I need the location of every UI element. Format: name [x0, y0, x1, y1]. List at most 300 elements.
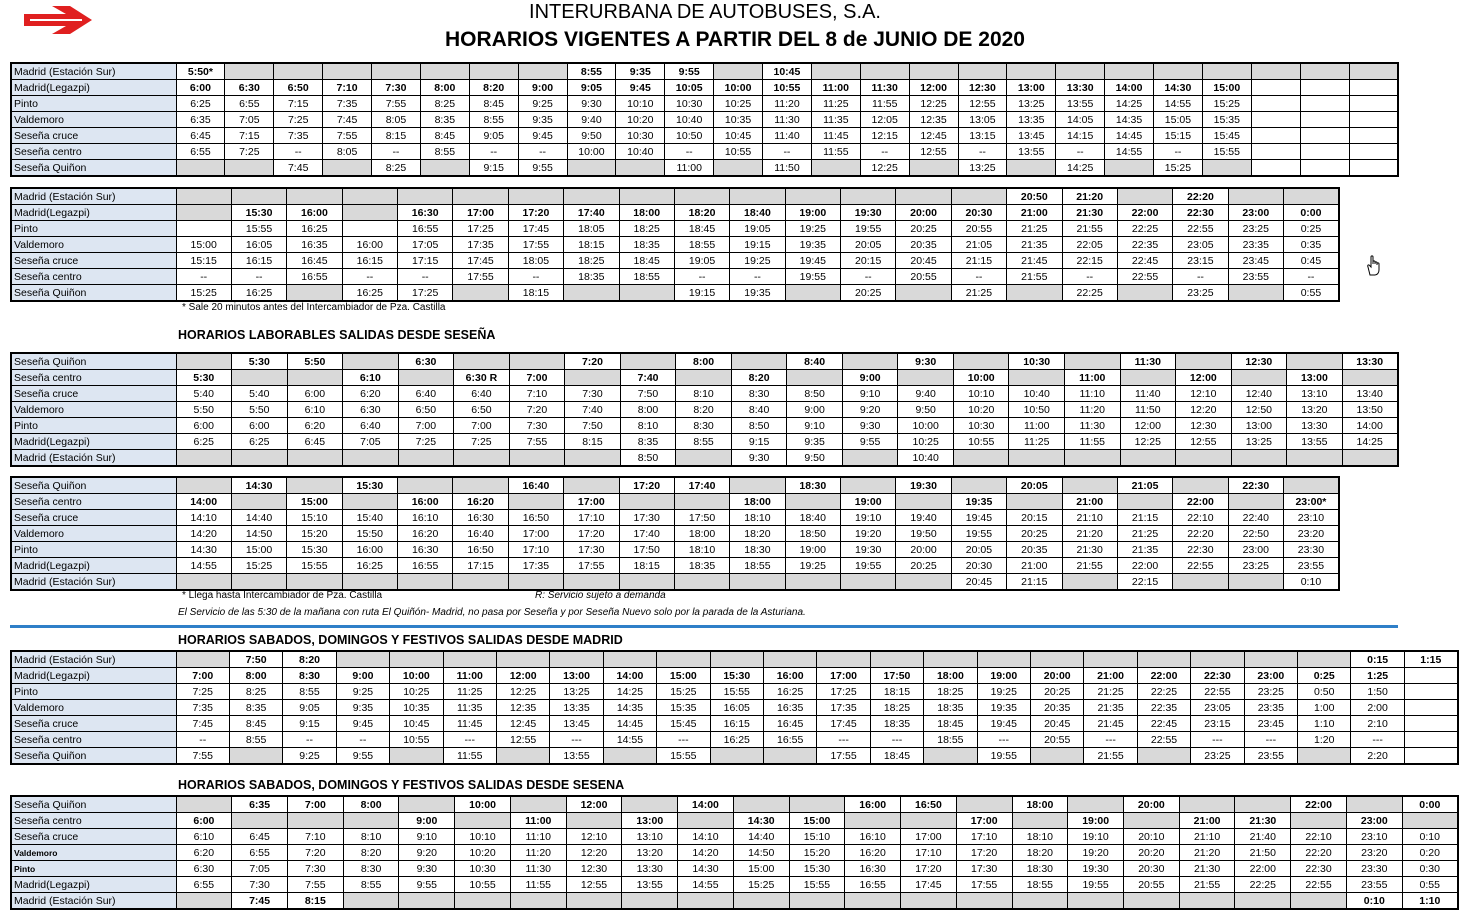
time-cell: 8:35 — [620, 434, 676, 450]
time-cell: 19:25 — [977, 684, 1030, 700]
empty-cell — [1012, 893, 1068, 910]
table-row — [11, 668, 1458, 684]
time-cell: 10:55 — [953, 434, 1009, 450]
stop-label: Seseña Quiñon — [11, 796, 176, 813]
stop-label: Seseña cruce — [11, 386, 176, 402]
time-cell: 8:30 — [676, 418, 732, 434]
empty-cell — [1349, 96, 1398, 112]
time-cell: 10:30 — [1009, 353, 1065, 370]
time-cell: 14:00 — [176, 494, 231, 510]
time-cell: 14:05 — [1056, 112, 1105, 128]
time-cell: 8:00 — [620, 402, 676, 418]
time-cell: 22:30 — [1291, 861, 1347, 877]
empty-cell — [323, 63, 372, 80]
empty-cell — [443, 651, 496, 668]
time-cell: 14:30 — [176, 542, 231, 558]
time-cell: 11:55 — [443, 748, 496, 765]
time-cell: 17:05 — [398, 237, 453, 253]
time-cell: 13:10 — [622, 829, 678, 845]
empty-cell — [1235, 893, 1291, 910]
time-cell: 12:20 — [566, 845, 622, 861]
time-cell: 17:50 — [619, 542, 674, 558]
time-cell: 22:55 — [1137, 732, 1190, 748]
time-cell: 15:30 — [710, 668, 763, 684]
time-cell: 7:55 — [372, 96, 421, 112]
time-cell: 16:25 — [710, 732, 763, 748]
time-cell: 7:00 — [176, 668, 229, 684]
time-cell: 18:45 — [870, 748, 923, 765]
time-cell: 16:45 — [763, 716, 816, 732]
empty-cell — [811, 63, 860, 80]
time-cell: 20:50 — [1007, 188, 1062, 205]
time-cell: 20:45 — [951, 574, 1006, 591]
empty-cell — [674, 574, 729, 591]
time-cell: 17:55 — [453, 269, 508, 285]
time-cell: 18:55 — [1012, 877, 1068, 893]
empty-cell — [860, 63, 909, 80]
time-cell: 8:30 — [283, 668, 336, 684]
empty-cell — [785, 494, 840, 510]
time-cell: 8:00 — [676, 353, 732, 370]
time-cell: 2:00 — [1351, 700, 1404, 716]
stop-label: Pinto — [11, 684, 176, 700]
time-cell: 15:25 — [733, 877, 789, 893]
time-cell: 16:35 — [763, 700, 816, 716]
empty-cell — [1404, 668, 1457, 684]
time-cell: 18:00 — [619, 205, 674, 221]
time-cell: 7:50 — [229, 651, 282, 668]
time-cell: 8:45 — [229, 716, 282, 732]
empty-cell — [343, 893, 399, 910]
stop-label: Seseña centro — [11, 732, 176, 748]
time-cell: 18:55 — [924, 732, 977, 748]
time-cell: 12:20 — [1176, 402, 1232, 418]
empty-cell — [733, 893, 789, 910]
time-cell: 15:50 — [342, 526, 397, 542]
time-cell: 6:35 — [232, 796, 288, 813]
time-cell: --- — [550, 732, 603, 748]
time-cell: 17:55 — [508, 237, 563, 253]
time-cell: 17:50 — [674, 510, 729, 526]
table-row — [11, 63, 1398, 80]
time-cell: 22:55 — [1117, 269, 1172, 285]
time-cell: 19:20 — [1068, 845, 1124, 861]
time-cell: 14:40 — [733, 829, 789, 845]
empty-cell — [1065, 353, 1121, 370]
time-cell: 9:50 — [787, 450, 843, 467]
time-cell: 17:20 — [619, 477, 674, 494]
time-cell: 6:50 — [454, 402, 510, 418]
empty-cell — [398, 450, 454, 467]
time-cell: 13:45 — [1007, 128, 1056, 144]
time-cell: 14:45 — [603, 716, 656, 732]
time-cell: 18:15 — [564, 237, 619, 253]
time-cell: 21:00 — [1007, 558, 1062, 574]
time-cell: 10:40 — [665, 112, 714, 128]
time-cell: 5:40 — [232, 386, 288, 402]
time-cell: 17:20 — [956, 845, 1012, 861]
time-cell: 23:10 — [1284, 510, 1339, 526]
empty-cell — [566, 893, 622, 910]
time-cell: 15:55 — [657, 748, 710, 765]
time-cell: 0:35 — [1284, 237, 1339, 253]
time-cell: 11:55 — [1065, 434, 1121, 450]
time-cell: 9:20 — [842, 402, 898, 418]
time-cell: 9:00 — [399, 813, 455, 829]
time-cell: 6:25 — [176, 96, 225, 112]
empty-cell — [898, 370, 954, 386]
time-cell: 19:55 — [1068, 877, 1124, 893]
time-cell: 16:05 — [710, 700, 763, 716]
empty-cell — [287, 574, 342, 591]
time-cell: 7:25 — [176, 684, 229, 700]
empty-cell — [958, 63, 1007, 80]
empty-cell — [1402, 813, 1458, 829]
time-cell: 20:25 — [1031, 684, 1084, 700]
time-cell: 5:50 — [232, 402, 288, 418]
empty-cell — [603, 748, 656, 765]
time-cell: 16:50 — [508, 510, 563, 526]
time-cell: 10:40 — [616, 144, 665, 160]
time-cell: 23:00* — [1284, 494, 1339, 510]
empty-cell — [509, 353, 565, 370]
time-cell: 13:05 — [958, 112, 1007, 128]
time-cell: 21:00 — [1007, 205, 1062, 221]
time-cell: 14:35 — [1105, 112, 1154, 128]
time-cell: 21:10 — [1062, 510, 1117, 526]
time-cell: 21:30 — [1235, 813, 1291, 829]
empty-cell — [1349, 63, 1398, 80]
time-cell: 7:30 — [565, 386, 621, 402]
empty-cell — [817, 651, 870, 668]
empty-cell — [565, 370, 621, 386]
time-cell: 13:40 — [1342, 386, 1398, 402]
empty-cell — [390, 748, 443, 765]
time-cell: 14:10 — [678, 829, 734, 845]
time-cell: 9:25 — [336, 684, 389, 700]
time-cell: 11:45 — [811, 128, 860, 144]
time-cell: 17:10 — [508, 542, 563, 558]
time-cell: 13:50 — [1342, 402, 1398, 418]
empty-cell — [176, 188, 231, 205]
time-cell: 11:20 — [1065, 402, 1121, 418]
time-cell: 13:25 — [550, 684, 603, 700]
time-cell: 17:40 — [564, 205, 619, 221]
time-cell: 21:55 — [1084, 748, 1137, 765]
time-cell: 8:20 — [731, 370, 787, 386]
time-cell: 9:55 — [399, 877, 455, 893]
time-cell: 20:55 — [1031, 732, 1084, 748]
empty-cell — [1062, 574, 1117, 591]
empty-cell — [1179, 796, 1235, 813]
footnote-llega: * Llega hasta Intercambiador de Pza. Castilla — [182, 590, 383, 601]
empty-cell — [678, 893, 734, 910]
empty-cell — [785, 285, 840, 302]
empty-cell — [730, 477, 785, 494]
time-cell: 10:25 — [390, 684, 443, 700]
time-cell: 0:25 — [1284, 221, 1339, 237]
time-cell: 8:55 — [283, 684, 336, 700]
time-cell: 19:05 — [730, 221, 785, 237]
time-cell: 23:00 — [1244, 668, 1297, 684]
time-cell: 14:30 — [231, 477, 286, 494]
empty-cell — [616, 160, 665, 177]
time-cell: 23:55 — [1346, 877, 1402, 893]
empty-cell — [896, 494, 951, 510]
time-cell: 16:10 — [845, 829, 901, 845]
time-cell: 23:25 — [1173, 285, 1228, 302]
time-cell: 10:25 — [898, 434, 954, 450]
time-cell: 18:15 — [870, 684, 923, 700]
table-row — [11, 237, 1339, 253]
empty-cell — [789, 796, 845, 813]
time-cell: 8:30 — [343, 861, 399, 877]
time-cell: 11:00 — [1009, 418, 1065, 434]
time-cell: 19:20 — [841, 526, 896, 542]
empty-cell — [1298, 651, 1351, 668]
time-cell: 10:20 — [616, 112, 665, 128]
time-cell: 15:00 — [657, 668, 710, 684]
time-cell: 21:25 — [1007, 221, 1062, 237]
time-cell: 14:20 — [176, 526, 231, 542]
time-cell: 9:05 — [567, 80, 616, 96]
time-cell: 6:40 — [343, 418, 399, 434]
time-cell: 18:05 — [564, 221, 619, 237]
time-cell: 14:00 — [1342, 418, 1398, 434]
time-cell: 15:10 — [287, 510, 342, 526]
time-cell: 7:25 — [225, 144, 274, 160]
time-cell: 18:40 — [730, 205, 785, 221]
time-cell: 10:00 — [714, 80, 763, 96]
empty-cell — [390, 651, 443, 668]
time-cell: 6:30 — [225, 80, 274, 96]
time-cell: 19:55 — [977, 748, 1030, 765]
time-cell: 19:15 — [674, 285, 729, 302]
time-cell: 18:00 — [674, 526, 729, 542]
time-cell: 10:10 — [953, 386, 1009, 402]
time-cell: 14:25 — [1105, 96, 1154, 112]
time-cell: 21:30 — [1179, 861, 1235, 877]
time-cell: 22:35 — [1137, 700, 1190, 716]
time-cell: 19:00 — [785, 542, 840, 558]
time-cell: 9:55 — [665, 63, 714, 80]
time-cell: 15:25 — [176, 285, 231, 302]
time-cell: 9:40 — [567, 112, 616, 128]
time-cell: 17:45 — [817, 716, 870, 732]
time-cell: 20:00 — [1031, 668, 1084, 684]
time-cell: 14:20 — [678, 845, 734, 861]
time-cell — [176, 221, 231, 237]
empty-cell — [1251, 96, 1300, 112]
time-cell: 9:55 — [336, 748, 389, 765]
time-cell: 19:25 — [785, 221, 840, 237]
empty-cell — [508, 188, 563, 205]
time-cell: 14:00 — [603, 668, 656, 684]
time-cell: 9:40 — [898, 386, 954, 402]
hand-cursor-icon — [1364, 254, 1384, 276]
section-title-fest-sesena: HORARIOS SABADOS, DOMINGOS Y FESTIVOS SALIDAS DESDE SESENA — [178, 778, 625, 792]
time-cell: 10:00 — [390, 668, 443, 684]
time-cell: 11:45 — [443, 716, 496, 732]
time-cell: 5:30 — [176, 370, 232, 386]
time-cell: --- — [870, 732, 923, 748]
empty-cell — [811, 160, 860, 177]
empty-cell — [1287, 450, 1343, 467]
empty-cell — [1154, 63, 1203, 80]
time-cell: 17:45 — [508, 221, 563, 237]
time-cell: 15:00 — [733, 861, 789, 877]
empty-cell — [1084, 651, 1137, 668]
time-cell: 19:00 — [1068, 813, 1124, 829]
time-cell: 13:55 — [1007, 144, 1056, 160]
time-cell: 17:20 — [901, 861, 957, 877]
empty-cell — [398, 574, 453, 591]
time-cell: 8:25 — [420, 96, 469, 112]
time-cell: 20:05 — [1007, 477, 1062, 494]
time-cell: 16:50 — [453, 542, 508, 558]
stop-label: Pinto — [11, 542, 176, 558]
time-cell: 15:00 — [176, 237, 231, 253]
time-cell: 20:15 — [841, 253, 896, 269]
timetable-grid — [10, 795, 1459, 910]
time-cell: 17:10 — [956, 829, 1012, 845]
empty-cell — [1105, 63, 1154, 80]
empty-cell — [842, 450, 898, 467]
empty-cell — [420, 63, 469, 80]
empty-cell — [1120, 450, 1176, 467]
time-cell: 18:00 — [924, 668, 977, 684]
time-cell: 23:30 — [1284, 542, 1339, 558]
time-cell: 8:55 — [343, 877, 399, 893]
table-row — [11, 510, 1339, 526]
time-cell: 19:35 — [785, 237, 840, 253]
empty-cell — [1202, 63, 1251, 80]
table-row — [11, 732, 1458, 748]
time-cell: 15:55 — [231, 221, 286, 237]
empty-cell — [469, 63, 518, 80]
time-cell: 13:55 — [622, 877, 678, 893]
time-cell: 7:45 — [232, 893, 288, 910]
stop-label: Madrid(Legazpi) — [11, 205, 176, 221]
empty-cell — [1251, 144, 1300, 160]
empty-cell — [1228, 494, 1283, 510]
time-cell: 18:10 — [1012, 829, 1068, 845]
time-cell: 8:00 — [420, 80, 469, 96]
time-cell: 17:55 — [956, 877, 1012, 893]
time-cell: 12:00 — [909, 80, 958, 96]
time-cell: 9:55 — [518, 160, 567, 177]
stop-label: Seseña cruce — [11, 253, 176, 269]
empty-cell — [1068, 893, 1124, 910]
time-cell: 8:20 — [676, 402, 732, 418]
time-cell: 8:50 — [787, 386, 843, 402]
time-cell: 23:35 — [1228, 237, 1283, 253]
time-cell: 9:30 — [567, 96, 616, 112]
time-cell: 14:55 — [1154, 96, 1203, 112]
table-row — [11, 353, 1398, 370]
time-cell: 11:25 — [811, 96, 860, 112]
empty-cell — [232, 813, 288, 829]
time-cell: 6:20 — [287, 418, 343, 434]
time-cell: 15:30 — [231, 205, 286, 221]
empty-cell — [953, 450, 1009, 467]
empty-cell — [564, 574, 619, 591]
empty-cell — [956, 893, 1012, 910]
footnote-servicio-530: El Servicio de las 5:30 de la mañana con ruta El Quiñón- Madrid, no pasa por Seseña y por Seseña Nuevo solo por la parada de la Asturiana. — [178, 607, 806, 618]
time-cell: 16:25 — [342, 285, 397, 302]
time-cell: 12:35 — [909, 112, 958, 128]
time-cell: 22:50 — [1228, 526, 1283, 542]
time-cell: 15:10 — [789, 829, 845, 845]
empty-cell — [1284, 477, 1339, 494]
time-cell: 8:15 — [565, 434, 621, 450]
empty-cell — [1137, 748, 1190, 765]
empty-cell — [453, 477, 508, 494]
empty-cell — [455, 893, 511, 910]
empty-cell — [1284, 188, 1339, 205]
time-cell: 7:00 — [398, 418, 454, 434]
time-cell: 11:40 — [763, 128, 812, 144]
empty-cell — [398, 477, 453, 494]
stop-label: Madrid (Estación Sur) — [11, 450, 176, 467]
time-cell: 8:10 — [343, 829, 399, 845]
empty-cell — [733, 796, 789, 813]
time-cell: -- — [1062, 269, 1117, 285]
stop-label: Valdemoro — [11, 526, 176, 542]
time-cell: 20:05 — [951, 542, 1006, 558]
time-cell: 10:00 — [898, 418, 954, 434]
time-cell: 12:25 — [909, 96, 958, 112]
time-cell: 12:40 — [1231, 386, 1287, 402]
footnote-servicio-demanda: R: Servicio sujeto a demanda — [535, 590, 666, 601]
empty-cell — [564, 188, 619, 205]
empty-cell — [564, 285, 619, 302]
time-cell: 19:30 — [1068, 861, 1124, 877]
empty-cell — [1012, 813, 1068, 829]
time-cell: 20:55 — [896, 269, 951, 285]
table-row — [11, 813, 1458, 829]
time-cell: 11:30 — [860, 80, 909, 96]
time-cell: 8:55 — [469, 112, 518, 128]
time-cell: 22:15 — [1062, 253, 1117, 269]
stop-label: Madrid (Estación Sur) — [11, 63, 176, 80]
time-cell: 19:10 — [1068, 829, 1124, 845]
time-cell: 20:00 — [896, 205, 951, 221]
empty-cell — [1123, 893, 1179, 910]
empty-cell — [1349, 80, 1398, 96]
time-cell: 1:15 — [1404, 651, 1457, 668]
time-cell: 17:50 — [870, 668, 923, 684]
empty-cell — [496, 651, 549, 668]
time-cell: 18:15 — [508, 285, 563, 302]
empty-cell — [1228, 188, 1283, 205]
empty-cell — [1031, 651, 1084, 668]
empty-cell — [714, 63, 763, 80]
time-cell: 14:25 — [1342, 434, 1398, 450]
time-cell: 16:15 — [342, 253, 397, 269]
time-cell: 9:25 — [518, 96, 567, 112]
time-cell: 19:55 — [841, 558, 896, 574]
empty-cell — [1244, 651, 1297, 668]
time-cell: 21:20 — [1062, 188, 1117, 205]
time-cell: 15:00 — [287, 494, 342, 510]
time-cell: 16:00 — [287, 205, 342, 221]
time-cell: 19:00 — [841, 494, 896, 510]
time-cell: 12:10 — [1176, 386, 1232, 402]
empty-cell — [909, 63, 958, 80]
empty-cell — [231, 188, 286, 205]
time-cell: 22:45 — [1117, 253, 1172, 269]
